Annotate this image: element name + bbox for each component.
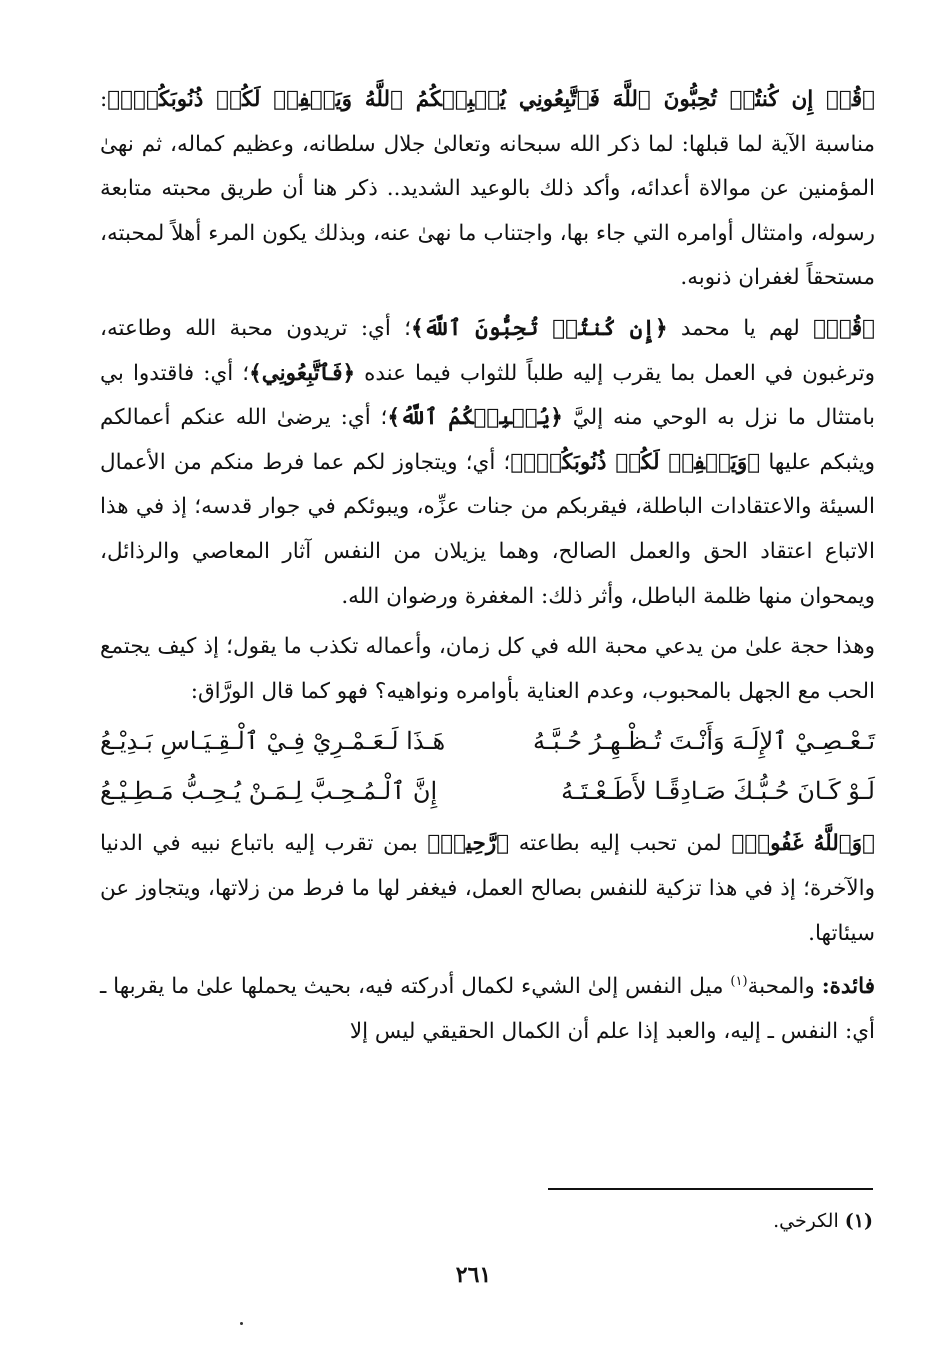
paragraph-verse-intro [100,78,875,301]
benefit-label: فائدة: [821,974,875,1000]
paragraph-forgiveness [100,822,875,956]
paragraph-text: ؛ أي؛ ويتجاوز لكم عما فرط منكم من الأعمال السيئة والاعتقادات الباطلة، فيقربكم من جنات عزِّه، ويبوئكم في جوار قدسه؛ إذ في هذا الاتباع اعتقاد الحق والعمل الصالح، وهما يزيلان من النفس آثار المعاصي والرذائل، ويمحوان منها ظلمة الباطل، وأثر ذلك: المغفرة ورضوان الله. [100,449,875,609]
paragraph-text: ميل النفس إلىٰ الشيء لكمال أدركته فيه، بحيث يحملها علىٰ ما يقربها ـ أي: النفس ـ إليه، والعبد إذا علم أن الكمال الحقيقي ليس إلا [100,974,875,1044]
paragraph-benefit [100,960,875,1054]
page-number: ٢٦١ [455,1262,492,1288]
poem-hemistich: هَـذَا لَـعَـمْـرِيْ فِـيْ ٱلْـقِـيَـاسِ بَـدِيْـعُ [100,727,446,756]
quran-fragment: ﴿إِن كُنتُمۡ تُحِبُّونَ ٱللَّهَ﴾ [410,315,668,341]
paragraph-text: ؛ أي: يرضىٰ الله عنكم أعمالكم ويثبكم عليها [100,405,875,475]
footnote-number: (١) [844,1210,873,1232]
quran-fragment: ﴿يُحۡبِبۡكُمُ ٱللَّهُ﴾ [387,405,563,431]
paragraph-tafsir [100,307,875,619]
poem-hemistich: تَـعْـصِـيْ ٱلإِلَـهَ وَأَنْـتَ تُـظْـهِـرُ حُـبَّـهُ [533,727,875,756]
paragraph-text: : مناسبة الآية لما قبلها: لما ذكر الله سبحانه وتعالىٰ جلال سلطانه، وعظيم كماله، ثم نهىٰ المؤمنين عن موالاة أعدائه، وأكد ذلك بالوعيد الشديد.. ذكر هنا أن طريق محبته متابعة رسوله، وامتثال أوامره التي جاء بها، واجتناب ما نهىٰ عنه، وبذلك يكون المرء أهلاً لمحبته، مستحقاً لغفران ذنوبه. [100,87,875,291]
paragraph-text: لهم يا محمد [667,315,814,341]
poem-hemistich: لَـوْ كَـانَ حُـبُّـكَ صَـادِقًـا لأَطَـعْـتَـهُ [561,777,875,806]
paragraph-text: ؛ أي: تريدون محبة الله وطاعته، وترغبون في العمل بما يقرب إليه طلباً للثواب فيما عنده [100,315,876,386]
poem-hemistich: إِنَّ ٱلْـمُـحِـبَّ لِـمَـنْ يُـحِـبُّ مَـطِـيْـعُ [100,777,438,806]
paragraph-text: والمحبة [747,974,822,1000]
poem [100,716,875,816]
footnote-marker[interactable]: (١) [730,974,748,990]
footnote-divider [548,1188,873,1190]
quran-verse: ﴿قُلۡ إِن كُنتُمۡ تُحِبُّونَ ٱللَّهَ فَٱتَّبِعُونِي يُحۡبِبۡكُمُ ٱللَّهُ وَيَغۡفِرۡ لَكُمۡ ذُنُوبَكُمۡۚ﴾ [107,87,875,112]
quran-fragment: ﴿فَٱتَّبِعُونِي﴾ [249,360,356,386]
quran-fragment: ﴿قُلۡ﴾ [813,315,875,341]
page-body [100,78,875,1054]
paragraph-text: وهذا حجة علىٰ من يدعي محبة الله في كل زمان، وأعماله تكذب ما يقول؛ إذ كيف يجتمع الحب مع الجهل بالمحبوب، وعدم العناية بأوامره ونواهيه؟ فهو كما قال الورَّاق: [100,634,875,704]
quran-fragment: ﴿وَٱللَّهُ غَفُورٞ﴾ [731,831,875,857]
quran-fragment: ﴿وَيَغۡفِرۡ لَكُمۡ ذُنُوبَكُمۡۚ﴾ [510,449,761,475]
paragraph-text: ؛ أي: فاقتدوا بي بامتثال ما نزل به الوحي منه إليَّ [100,360,875,431]
footnote-text: الكرخي. [773,1210,845,1232]
paragraph-argument [100,625,875,714]
poem-verse [100,766,875,816]
poem-verse [100,716,875,766]
scan-speck [240,1322,243,1325]
paragraph-text: لمن تحبب إليه بطاعته [509,831,732,857]
footnote [600,1206,873,1236]
quran-fragment: ﴿رَّحِيمٞ﴾ [427,831,510,857]
paragraph-text: بمن تقرب إليه باتباع نبيه في الدنيا والآخرة؛ إذ في هذا تزكية للنفس بصالح العمل، فيغفر لها ما فرط من زلاتها، ويتجاوز عن سيئاتها. [100,831,875,946]
